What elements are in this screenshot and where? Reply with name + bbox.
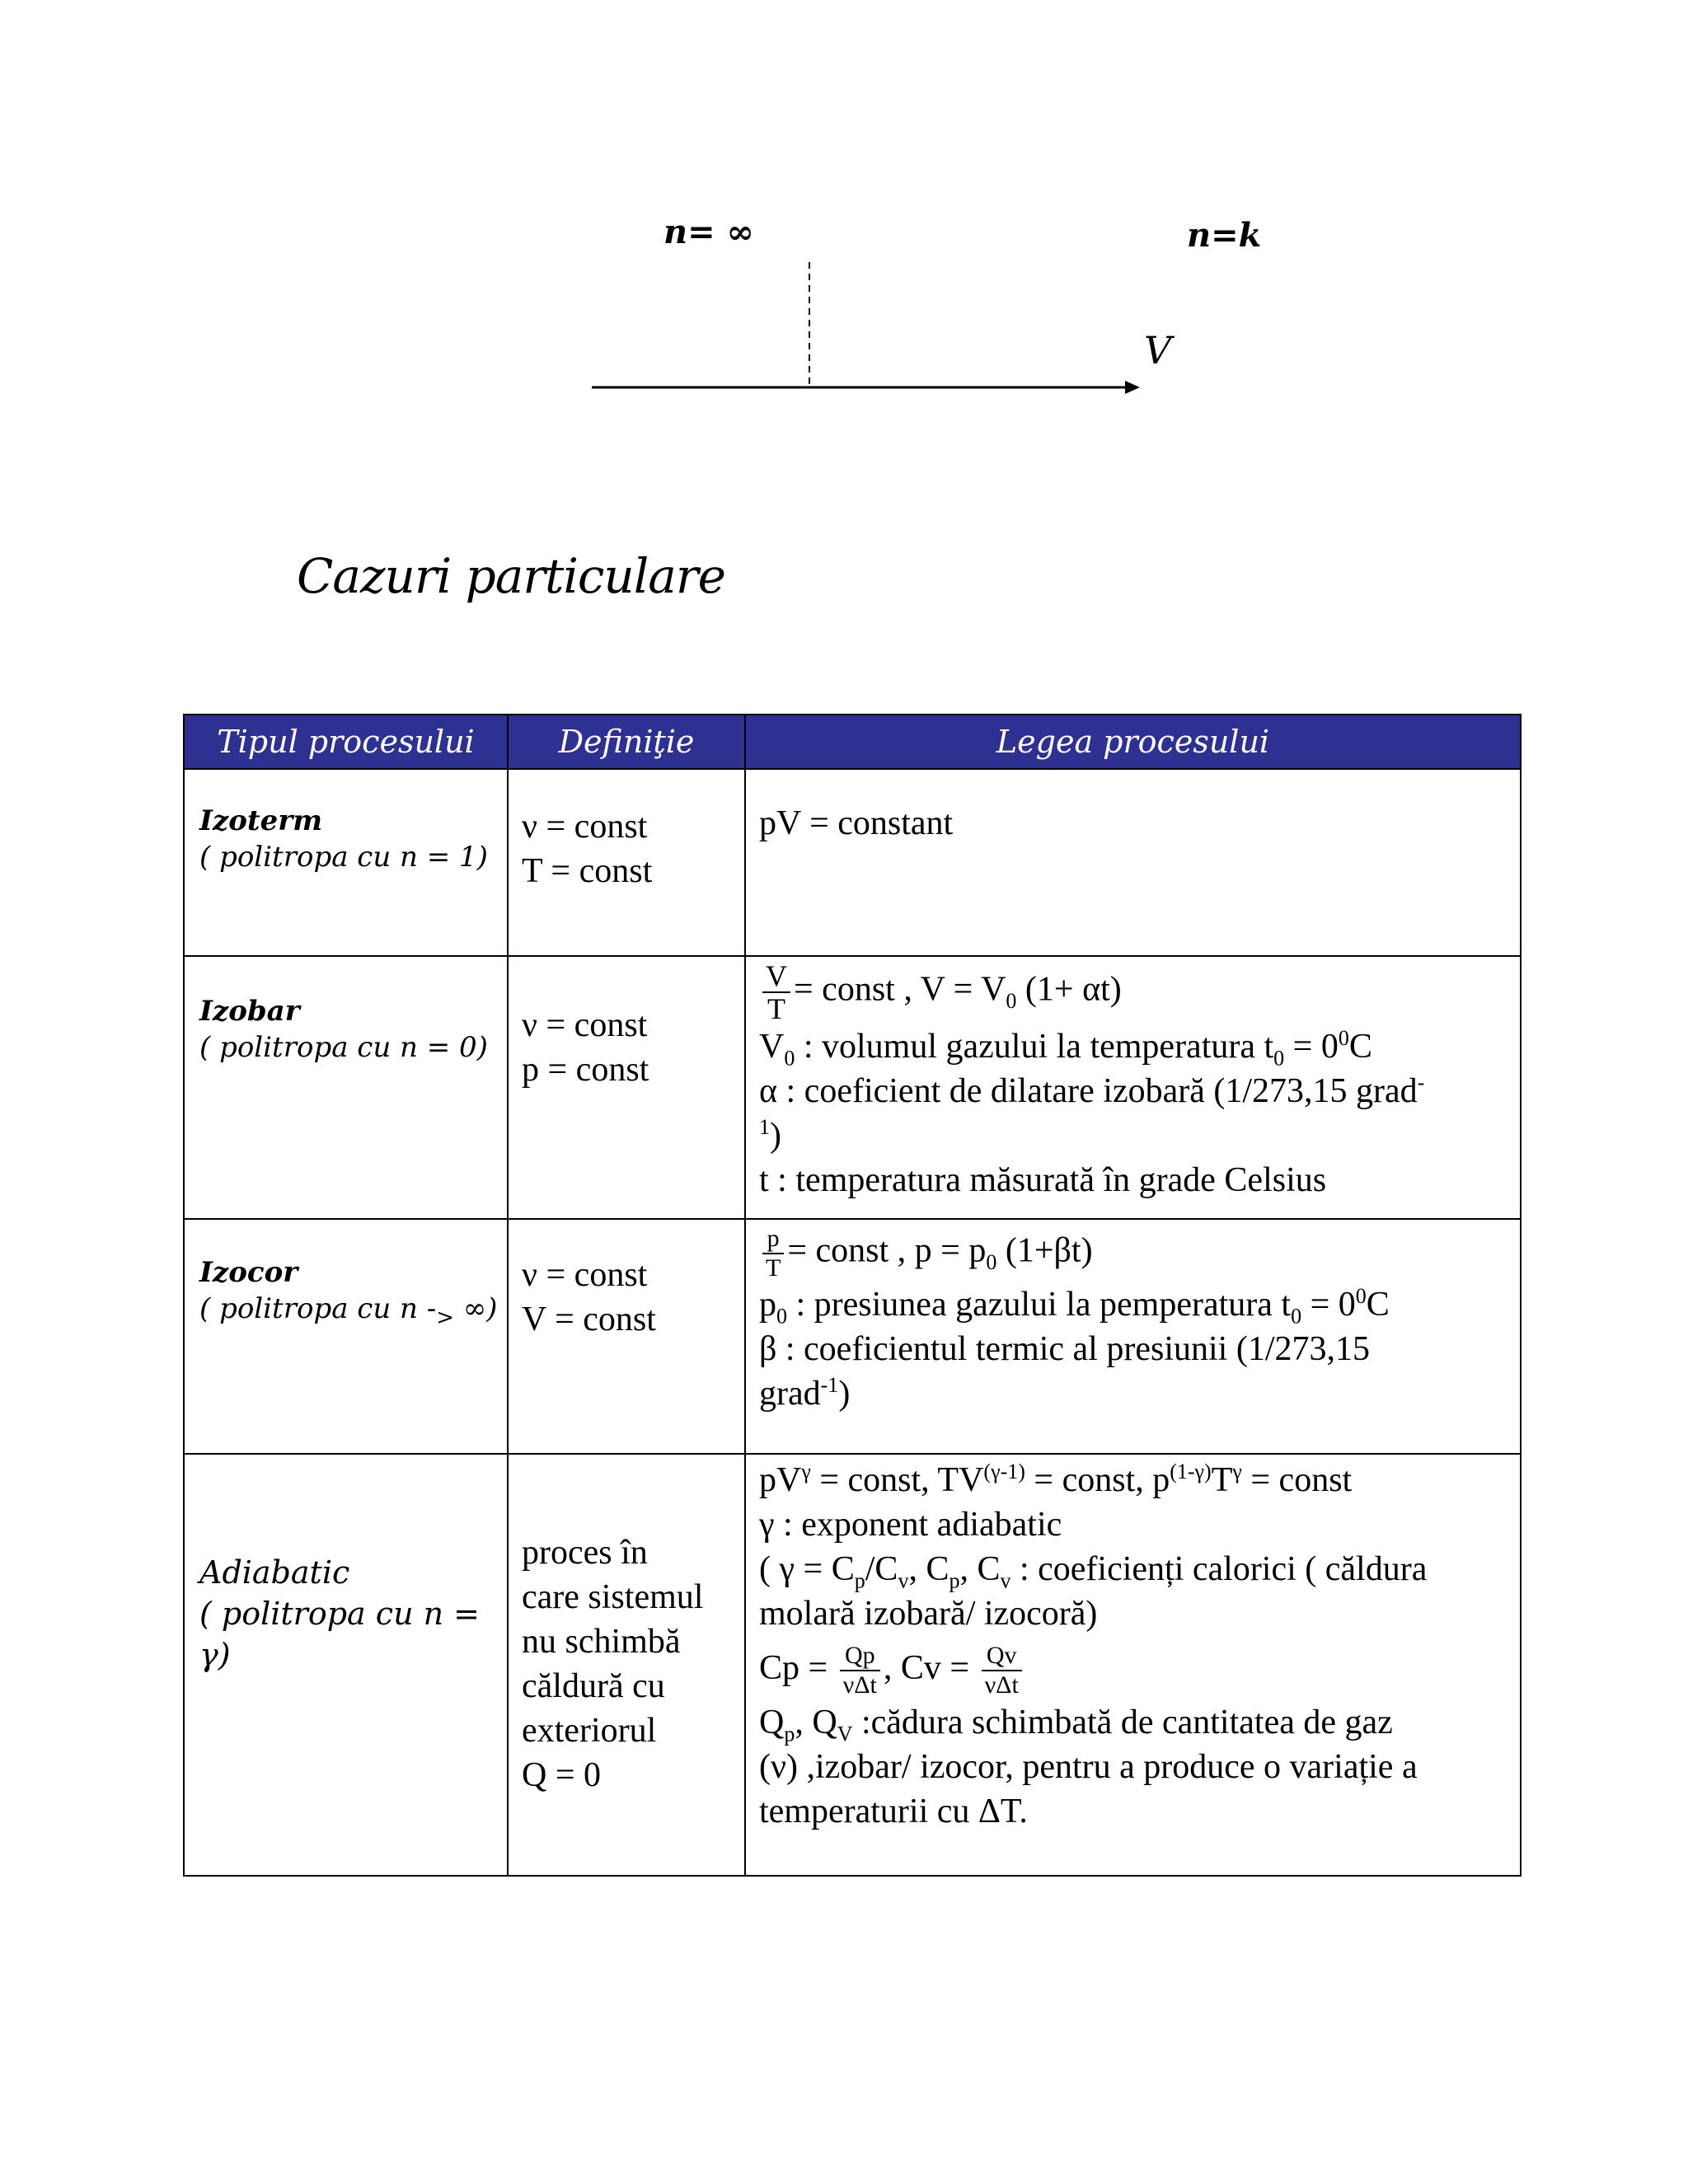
table-row xyxy=(184,769,1521,956)
header-definition: Definiţie xyxy=(508,715,745,769)
definition-line: V = const xyxy=(522,1301,656,1338)
law-line: $p_0$ : presiunea gazului la pemperatura $t_0 = 0^0C$ xyxy=(759,1284,1390,1329)
law-line: temperaturii cu ΔT. xyxy=(759,1793,1028,1830)
law-line: $^1$) xyxy=(759,1115,781,1155)
law-line: $\frac{V}{T}$ = const , $V = V_0$ (1+ αt) xyxy=(759,960,1512,1024)
table-row xyxy=(184,956,1521,1219)
cell-law xyxy=(745,1219,1521,1454)
law-line: $pV^\gamma$ = const, $TV^{(\gamma-1)}$ = const, $p^{(1-\gamma)}T^\gamma$ = const xyxy=(759,1460,1353,1499)
definition-line: Q = 0 xyxy=(522,1756,602,1794)
law-line: pV = constant xyxy=(759,804,954,842)
process-subtitle: ( politropa cu n $-_>$ ∞) xyxy=(199,1292,498,1330)
law-line: ( $\gamma = C_p/C_v$, $C_p$, $C_v$ : coeficienți calorici ( căldura xyxy=(759,1550,1428,1593)
law-line: β : coeficientul termic al presiunii (1/273,15 xyxy=(759,1330,1370,1368)
process-subtitle-cont: γ) xyxy=(199,1637,231,1673)
cell-process-type xyxy=(184,1219,508,1454)
cell-process-type xyxy=(184,1454,508,1876)
fraction: $\frac{V}{T}$ xyxy=(762,960,790,1024)
cell-law xyxy=(745,769,1521,956)
process-diagram xyxy=(577,247,1154,412)
definition-line: T = const xyxy=(522,852,653,890)
cell-definition xyxy=(508,956,745,1219)
law-line: grad$^{-1}$) xyxy=(759,1373,851,1413)
fraction: $\frac{Qv}{\text{νΔt}}$ xyxy=(982,1642,1022,1699)
header-process-type: Tipul procesului xyxy=(184,715,508,769)
process-subtitle: ( politropa cu n = xyxy=(199,1596,481,1632)
definition-line: care sistemul xyxy=(522,1578,704,1616)
cell-definition xyxy=(508,769,745,956)
cell-process-type xyxy=(184,956,508,1219)
law-line: Cp = $\frac{Qp}{\text{νΔt}}$ , Cv = $\frac{Qv}{\text{νΔt}}$ xyxy=(759,1636,1512,1700)
axis-arrowhead xyxy=(1125,381,1140,394)
process-subtitle: ( politropa cu n = 1) xyxy=(199,841,488,874)
process-name: Adiabatic xyxy=(199,1554,350,1591)
law-line: $\frac{p}{T}$ = const , $p = p_0$ (1+βt) xyxy=(759,1225,1512,1282)
cell-law xyxy=(745,956,1521,1219)
definition-line: căldură cu xyxy=(522,1667,665,1705)
table-row xyxy=(184,1219,1521,1454)
definition-line: ν = const xyxy=(522,808,648,846)
label-n-infinity: n= ∞ xyxy=(663,213,754,251)
process-name: Izobar xyxy=(199,995,300,1028)
fraction: $\frac{Qp}{\text{νΔt}}$ xyxy=(840,1642,880,1699)
axis-label-v: V xyxy=(1144,328,1172,373)
label-n-k: n=k xyxy=(1187,216,1262,255)
process-table xyxy=(183,714,1522,1877)
law-line: molară izobară/ izocoră) xyxy=(759,1595,1098,1633)
law-line: $Q_p$, $Q_V$ :cădura schimbată de cantitatea de gaz xyxy=(759,1704,1393,1746)
definition-line: exteriorul xyxy=(522,1712,657,1750)
law-line: t : temperatura măsurată în grade Celsius xyxy=(759,1161,1327,1199)
law-line: γ : exponent adiabatic xyxy=(759,1506,1062,1544)
definition-line: nu schimbă xyxy=(522,1623,681,1661)
cell-law xyxy=(745,1454,1521,1876)
cell-definition xyxy=(508,1454,745,1876)
law-line: α : coeficient de dilatare izobară (1/273,15 grad- xyxy=(759,1071,1425,1110)
law-line: (ν) ,izobar/ izocor, pentru a produce o variație a xyxy=(759,1748,1418,1786)
definition-line: proces în xyxy=(522,1534,648,1572)
cell-process-type xyxy=(184,769,508,956)
header-process-law: Legea procesului xyxy=(745,715,1521,769)
process-name: Izocor xyxy=(199,1256,298,1289)
process-name: Izoterm xyxy=(199,804,323,837)
law-line: $V_0$ : volumul gazului la temperatura $t_0 = 0^0C$ xyxy=(759,1026,1372,1071)
definition-line: ν = const xyxy=(522,1006,648,1044)
cell-definition xyxy=(508,1219,745,1454)
section-title: Cazuri particulare xyxy=(297,548,725,604)
definition-line: p = const xyxy=(522,1051,649,1089)
table-header-row xyxy=(184,715,1521,769)
definition-line: ν = const xyxy=(522,1256,648,1294)
process-subtitle: ( politropa cu n = 0) xyxy=(199,1031,488,1064)
fraction: $\frac{p}{T}$ xyxy=(762,1225,784,1282)
table-row xyxy=(184,1454,1521,1876)
